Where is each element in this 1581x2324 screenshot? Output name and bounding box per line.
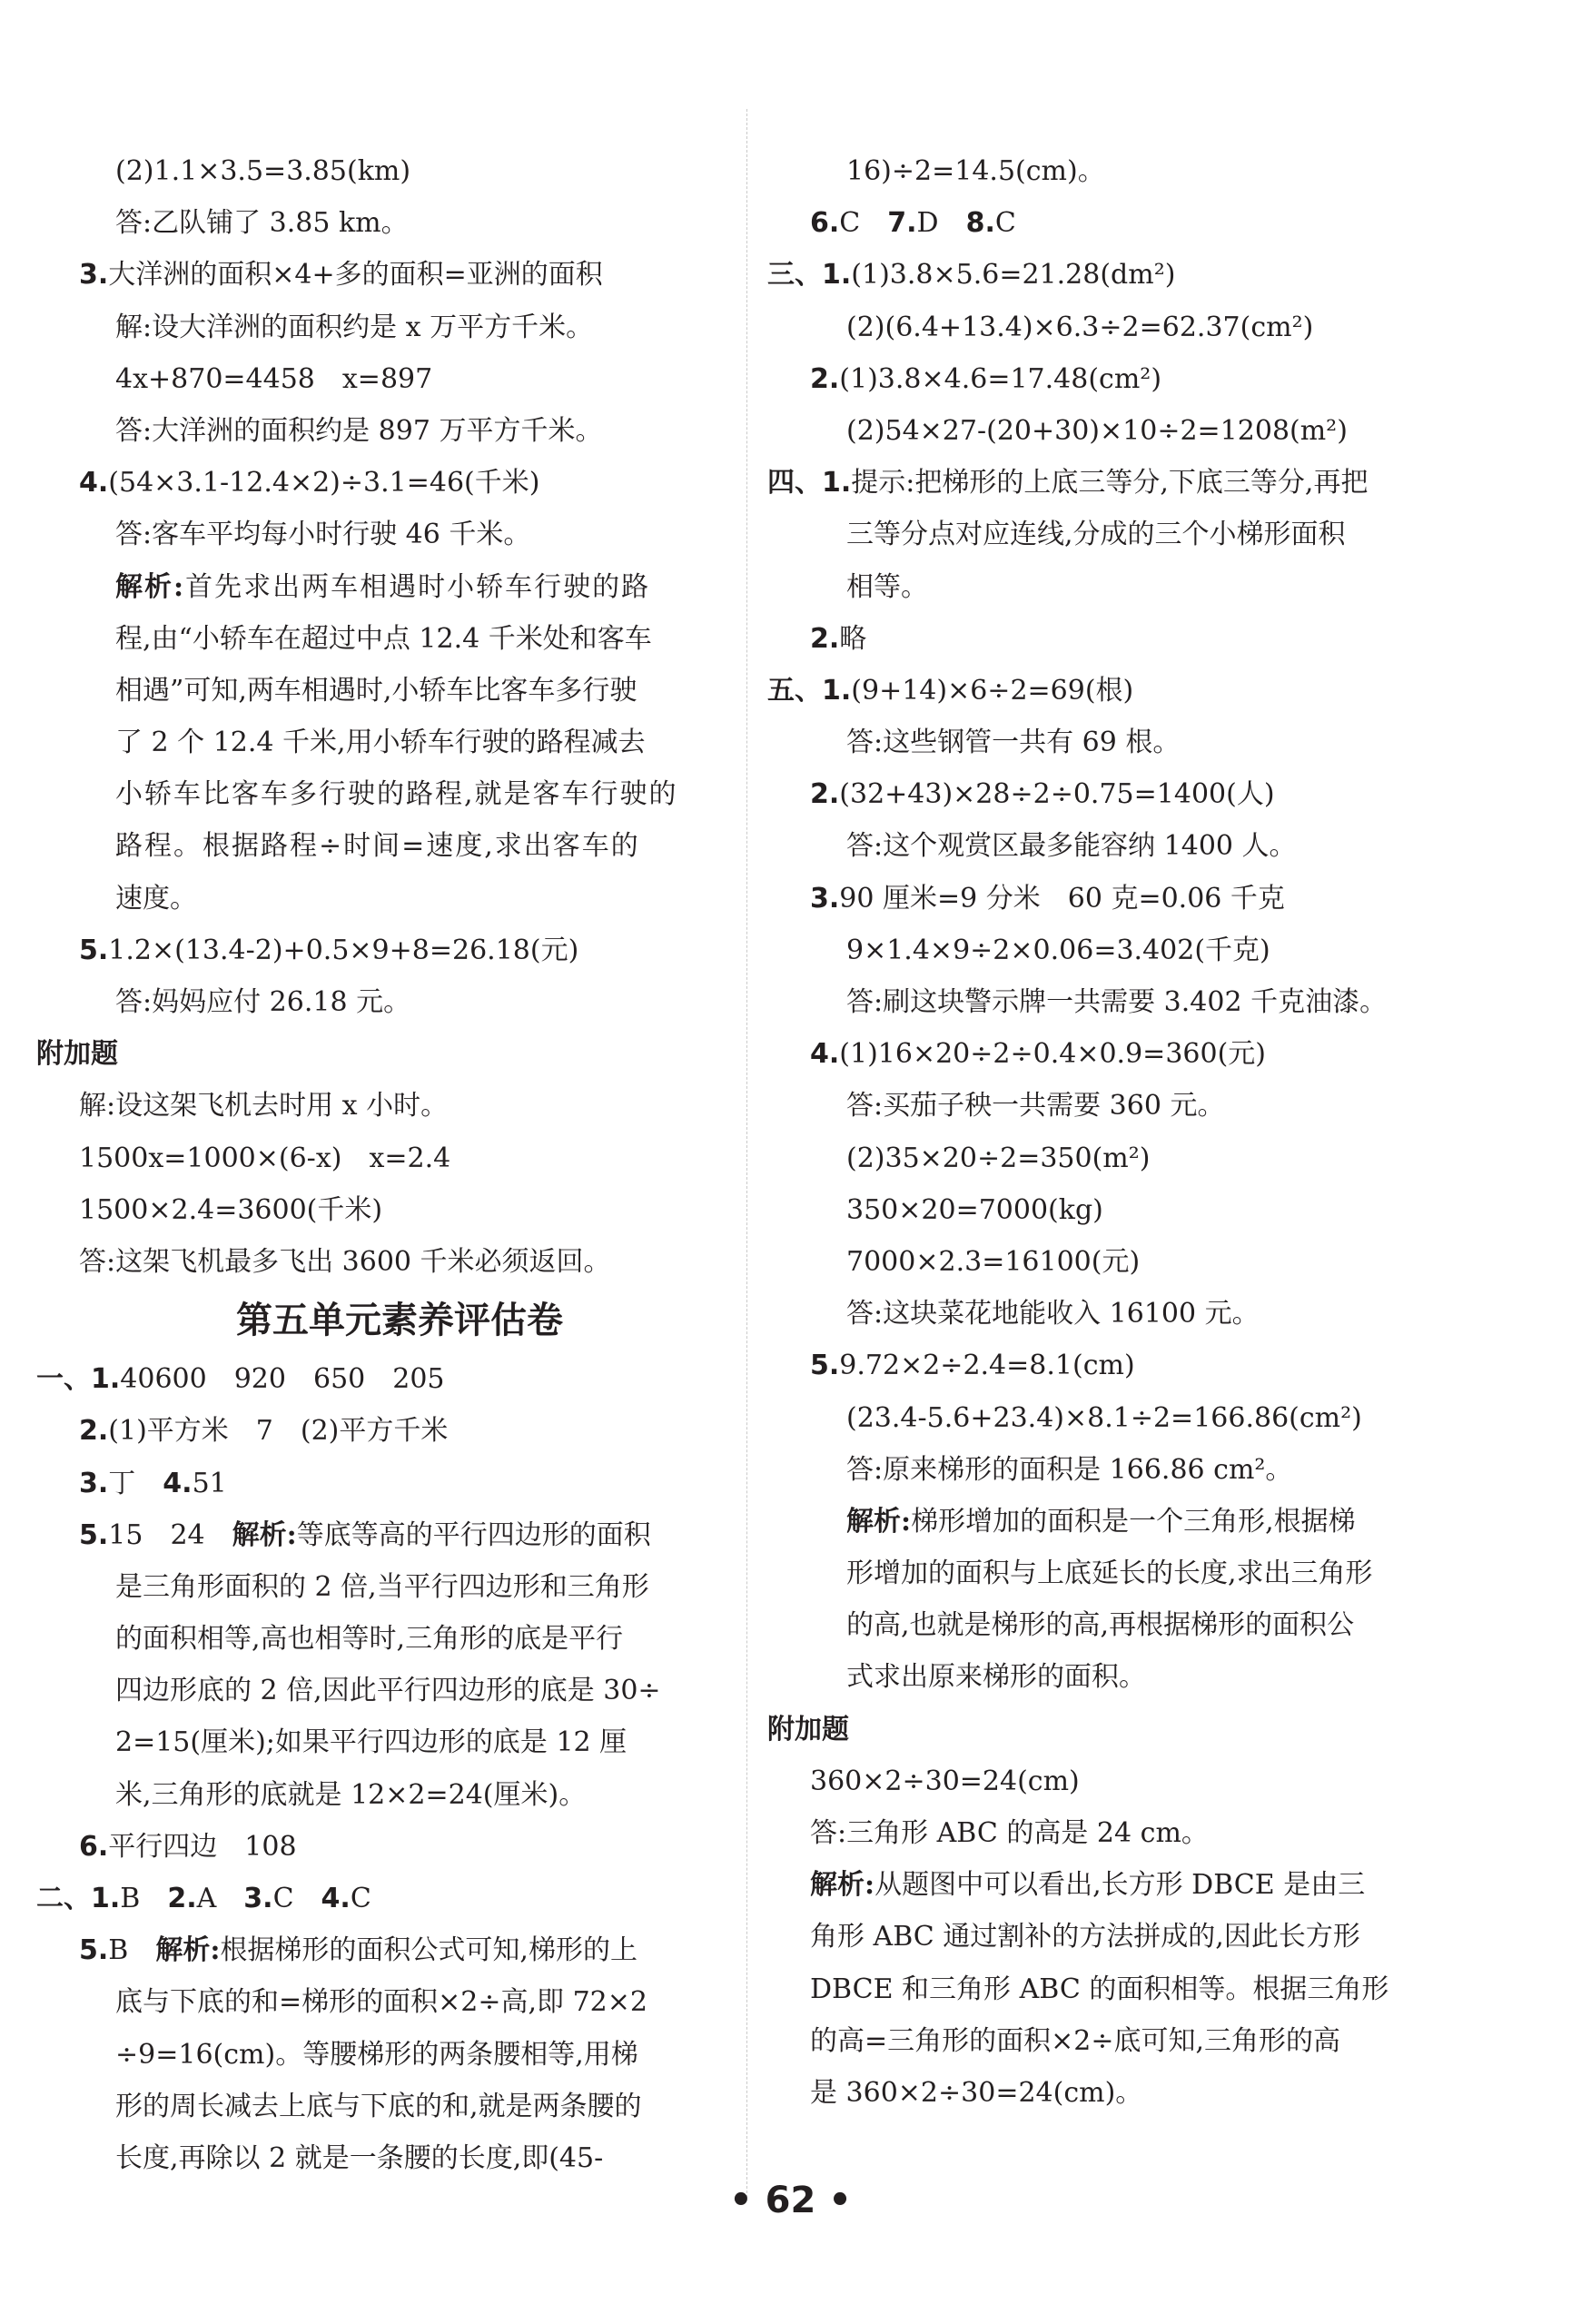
section-title: 第五单元素养评估卷: [236, 1300, 563, 1342]
answer-line: [767, 561, 1457, 613]
answer-line: [36, 976, 726, 1028]
answer-line: [767, 2067, 1457, 2119]
item-number: 三、1.: [767, 259, 852, 292]
line-text: 答:刷这块警示牌一共需要 3.402 千克油漆。: [846, 986, 1388, 1018]
answer-line: [767, 1132, 1457, 1184]
answer-line: [767, 1755, 1457, 1807]
line-text: 是三角形面积的 2 倍,当平行四边形和三角形: [115, 1570, 649, 1603]
line-text: (9+14)×6÷2=69(根): [851, 674, 1134, 707]
line-text: 略: [839, 622, 867, 655]
line-text: 底与下底的和=梯形的面积×2÷高,即 72×2: [115, 1986, 647, 2019]
item-number: 二、1.: [36, 1883, 121, 1914]
item-number: 3.: [79, 1467, 109, 1499]
line-text: DBCE 和三角形 ABC 的面积相等。根据三角形: [810, 1973, 1389, 2005]
line-text: (1)3.8×4.6=17.48(cm²): [839, 362, 1162, 395]
section-heading: 附加题: [767, 1713, 849, 1745]
line-text: 解:设这架飞机去时用 x 小时。: [79, 1090, 449, 1122]
item-number: 四、1.: [767, 467, 852, 499]
line-text: A: [196, 1883, 244, 1914]
answer-line: [36, 1821, 726, 1873]
line-text: 答:这些钢管一共有 69 根。: [846, 727, 1181, 759]
answer-line: [767, 2015, 1457, 2067]
line-text: 51: [192, 1467, 227, 1499]
line-text: 1500×2.4=3600(千米): [79, 1193, 383, 1226]
line-text: 答:大洋洲的面积约是 897 万平方千米。: [115, 414, 603, 447]
answer-line: [767, 1444, 1457, 1496]
item-number: 5.: [810, 1350, 840, 1382]
answer-line: [767, 925, 1457, 976]
answer-line: [767, 1184, 1457, 1236]
line-text: 大洋洲的面积×4+多的面积=亚洲的面积: [108, 259, 603, 292]
answer-line: [36, 457, 726, 509]
line-text: 根据梯形的面积公式可知,梯形的上: [220, 1934, 637, 1967]
analysis-label: 解析:: [810, 1869, 875, 1902]
line-text: 1.2×(13.4-2)+0.5×9+8=26.18(元): [108, 934, 579, 966]
line-text: 长度,再除以 2 就是一条腰的长度,即(45-: [115, 2141, 604, 2174]
answer-line: [36, 197, 726, 249]
answer-line: [767, 1911, 1457, 1963]
analysis-label: 解析:: [155, 1934, 221, 1967]
column-divider: [746, 109, 747, 2198]
answer-line: [767, 249, 1457, 301]
line-text: 15 24: [108, 1518, 232, 1551]
answer-line: [767, 1859, 1457, 1911]
line-text: 路程。根据路程÷时间=速度,求出客车的: [115, 830, 640, 863]
line-text: (1)3.8×5.6=21.28(dm²): [851, 259, 1176, 292]
line-text: C: [350, 1883, 371, 1914]
line-text: (32+43)×28÷2÷0.75=1400(人): [839, 778, 1275, 811]
answer-line: [36, 1561, 726, 1613]
answer-line: [36, 717, 726, 768]
answer-line: [767, 665, 1457, 717]
item-number: 5.: [79, 1518, 109, 1551]
answer-line: [36, 1080, 726, 1132]
item-number: 一、1.: [36, 1363, 121, 1396]
item-number: 4.: [321, 1883, 351, 1914]
line-text: 是 360×2÷30=24(cm)。: [810, 2076, 1143, 2109]
answer-line: [767, 1807, 1457, 1859]
line-text: C: [839, 207, 888, 240]
line-text: 解:设大洋洲的面积约是 x 万平方千米。: [115, 311, 594, 343]
answer-line: [36, 302, 726, 353]
answer-line: [767, 1548, 1457, 1599]
line-text: 形的周长减去上底与下底的和,就是两条腰的: [115, 2090, 642, 2122]
item-number: 7.: [887, 207, 917, 240]
line-text: (1)16×20÷2÷0.4×0.9=360(元): [839, 1038, 1266, 1071]
answer-line: [767, 509, 1457, 560]
answer-line: [767, 353, 1457, 405]
line-text: 四边形底的 2 倍,因此平行四边形的底是 30÷: [115, 1675, 661, 1707]
answer-line: [36, 1184, 726, 1236]
answer-line: [767, 1599, 1457, 1651]
answer-line: [767, 1496, 1457, 1548]
line-text: 7000×2.3=16100(元): [846, 1245, 1141, 1278]
line-text: 1500x=1000×(6-x) x=2.4: [79, 1142, 451, 1174]
line-text: 速度。: [115, 882, 197, 915]
answer-line: [36, 665, 726, 717]
line-text: 米,三角形的底就是 12×2=24(厘米)。: [115, 1778, 587, 1811]
answer-line: [36, 768, 726, 820]
answer-line: [767, 197, 1457, 249]
answer-line: [36, 1665, 726, 1716]
line-text: 从题图中可以看出,长方形 DBCE 是由三: [874, 1869, 1366, 1902]
answer-line: [36, 1613, 726, 1665]
line-text: C: [272, 1883, 321, 1914]
line-text: 9×1.4×9÷2×0.06=3.402(千克): [846, 934, 1270, 966]
line-text: 式求出原来梯形的面积。: [846, 1661, 1146, 1694]
answer-line: [767, 717, 1457, 768]
answer-line: [767, 1392, 1457, 1444]
answer-line: [36, 2132, 726, 2184]
line-text: 丁: [108, 1467, 163, 1499]
section-heading: 附加题: [36, 1038, 118, 1071]
line-text: ÷9=16(cm)。等腰梯形的两条腰相等,用梯: [115, 2038, 638, 2071]
line-text: (1)平方米 7 (2)平方千米: [108, 1415, 449, 1448]
item-number: 6.: [79, 1830, 109, 1863]
line-text: 形增加的面积与上底延长的长度,求出三角形: [846, 1558, 1373, 1590]
item-number: 3.: [79, 259, 109, 292]
answer-line: [767, 1080, 1457, 1132]
line-text: 答:买茄子秧一共需要 360 元。: [846, 1090, 1225, 1122]
line-text: (2)1.1×3.5=3.85(km): [115, 155, 411, 187]
answer-line: [36, 249, 726, 301]
answer-line: [36, 1976, 726, 2028]
analysis-label: 解析:: [115, 570, 186, 603]
item-number: 5.: [79, 934, 109, 966]
answer-line: [767, 873, 1457, 925]
line-text: 首先求出两车相遇时小轿车行驶的路: [185, 570, 651, 603]
line-text: 的高,也就是梯形的高,再根据梯形的面积公: [846, 1609, 1355, 1642]
answer-line: [767, 405, 1457, 457]
line-text: C: [994, 207, 1016, 240]
item-number: 5.: [79, 1934, 109, 1967]
answer-line: [36, 2029, 726, 2081]
item-number: 3.: [810, 882, 840, 915]
answer-line: [767, 820, 1457, 872]
answer-line: [767, 302, 1457, 353]
answer-line: [767, 613, 1457, 665]
line-text: (2)35×20÷2=350(m²): [846, 1142, 1151, 1174]
analysis-label: 解析:: [232, 1518, 297, 1551]
answer-line: [36, 509, 726, 560]
line-text: B: [120, 1883, 168, 1914]
page-number: • 62 •: [729, 2180, 852, 2221]
line-text: 答:乙队铺了 3.85 km。: [115, 207, 409, 240]
item-number: 2.: [810, 362, 840, 395]
answer-line: [767, 1236, 1457, 1288]
line-text: 90 厘米=9 分米 60 克=0.06 千克: [839, 882, 1285, 915]
line-text: 的面积相等,高也相等时,三角形的底是平行: [115, 1623, 624, 1656]
line-text: 程,由“小轿车在超过中点 12.4 千米处和客车: [115, 622, 652, 655]
answer-line: [36, 820, 726, 872]
answer-line: [767, 1340, 1457, 1391]
line-text: (54×3.1-12.4×2)÷3.1=46(千米): [108, 467, 540, 499]
line-text: 360×2÷30=24(cm): [810, 1765, 1080, 1797]
answer-line: [36, 1924, 726, 1976]
answer-line: [36, 1509, 726, 1561]
line-text: 相等。: [846, 570, 928, 603]
line-text: (2)54×27-(20+30)×10÷2=1208(m²): [846, 414, 1348, 447]
item-number: 4.: [163, 1467, 193, 1499]
line-text: 提示:把梯形的上底三等分,下底三等分,再把: [851, 467, 1369, 499]
right-column: [767, 145, 1457, 2119]
item-number: 2.: [167, 1883, 197, 1914]
answer-line: [36, 2081, 726, 2132]
line-text: 答:客车平均每小时行驶 46 千米。: [115, 519, 531, 551]
left-column: [36, 145, 726, 2184]
answer-line: [767, 1028, 1457, 1080]
item-number: 3.: [243, 1883, 273, 1914]
line-text: 了 2 个 12.4 千米,用小轿车行驶的路程减去: [115, 727, 646, 759]
answer-line: [36, 1458, 726, 1509]
line-text: 小轿车比客车多行驶的路程,就是客车行驶的: [115, 778, 678, 811]
answer-line: [36, 405, 726, 457]
line-text: 等底等高的平行四边形的面积: [296, 1518, 651, 1551]
item-number: 五、1.: [767, 674, 852, 707]
line-text: B: [108, 1934, 156, 1967]
line-text: 三等分点对应连线,分成的三个小梯形面积: [846, 519, 1346, 551]
item-number: 8.: [965, 207, 995, 240]
line-text: (23.4-5.6+23.4)×8.1÷2=166.86(cm²): [846, 1401, 1362, 1434]
answer-line: [767, 1651, 1457, 1703]
line-text: 答:妈妈应付 26.18 元。: [115, 986, 411, 1018]
line-text: 相遇”可知,两车相遇时,小轿车比客车多行驶: [115, 674, 637, 707]
line-text: 40600 920 650 205: [120, 1363, 445, 1396]
line-text: 答:这个观赏区最多能容纳 1400 人。: [846, 830, 1297, 863]
line-text: 350×20=7000(kg): [846, 1193, 1103, 1226]
line-text: 答:这架飞机最多飞出 3600 千米必须返回。: [79, 1245, 611, 1278]
line-text: 答:原来梯形的面积是 166.86 cm²。: [846, 1453, 1293, 1486]
line-text: 9.72×2÷2.4=8.1(cm): [839, 1350, 1135, 1382]
line-text: 答:三角形 ABC 的高是 24 cm。: [810, 1817, 1209, 1849]
line-text: 4x+870=4458 x=897: [115, 362, 433, 395]
line-text: 答:这块菜花地能收入 16100 元。: [846, 1298, 1260, 1330]
answer-line: [767, 145, 1457, 197]
answer-line: [36, 613, 726, 665]
answer-line: [767, 976, 1457, 1028]
line-text: 16)÷2=14.5(cm)。: [846, 155, 1105, 187]
answer-line: [36, 873, 726, 925]
line-text: 2=15(厘米);如果平行四边形的底是 12 厘: [115, 1726, 627, 1759]
answer-line: [36, 925, 726, 976]
answer-line: [36, 1873, 726, 1924]
answer-line: [767, 768, 1457, 820]
line-text: 的高=三角形的面积×2÷底可知,三角形的高: [810, 2024, 1341, 2057]
item-number: 2.: [810, 622, 840, 655]
line-text: 角形 ABC 通过割补的方法拼成的,因此长方形: [810, 1921, 1360, 1953]
line-text: 梯形增加的面积是一个三角形,根据梯: [911, 1505, 1356, 1538]
answer-line: [36, 1405, 726, 1457]
answer-line: [36, 1132, 726, 1184]
answer-line: [36, 1236, 726, 1288]
answer-line: [36, 1353, 726, 1405]
answer-line: [36, 1716, 726, 1768]
item-number: 4.: [810, 1038, 840, 1071]
analysis-label: 解析:: [846, 1505, 912, 1538]
answer-line: [36, 561, 726, 613]
line-text: D: [916, 207, 966, 240]
item-number: 2.: [810, 778, 840, 811]
item-number: 6.: [810, 207, 840, 240]
answer-line: [36, 353, 726, 405]
answer-line: [36, 1769, 726, 1821]
item-number: 4.: [79, 467, 109, 499]
line-text: 平行四边 108: [108, 1830, 297, 1863]
answer-line: [36, 145, 726, 197]
answer-line: [767, 1963, 1457, 2015]
answer-line: [767, 457, 1457, 509]
line-text: (2)(6.4+13.4)×6.3÷2=62.37(cm²): [846, 311, 1314, 343]
item-number: 2.: [79, 1415, 109, 1448]
answer-line: [767, 1288, 1457, 1340]
